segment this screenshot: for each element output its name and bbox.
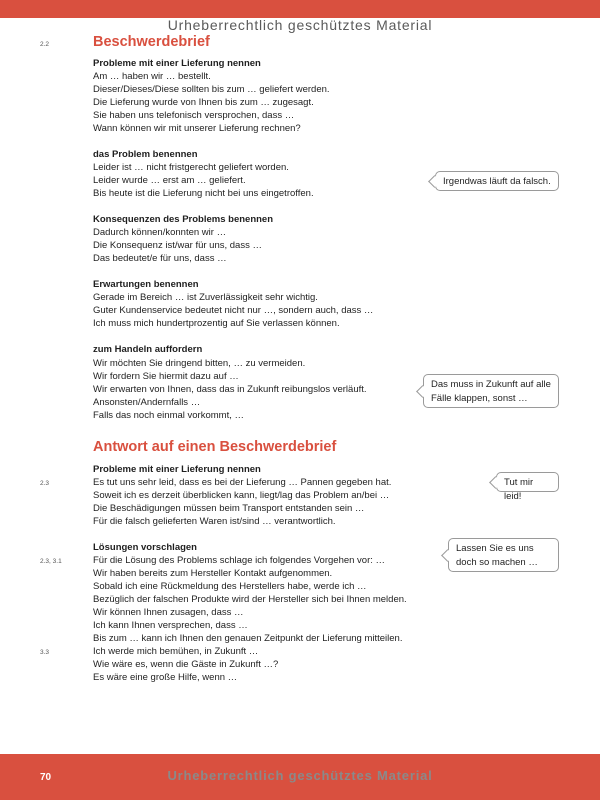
phrase-line: Für die falsch gelieferten Waren ist/sind … verantwortlich. [93, 516, 336, 527]
phrase-line: Das bedeutet/e für uns, dass … [93, 253, 227, 264]
speech-tail [489, 476, 502, 489]
group-heading: Konsequenzen des Problems benennen [93, 214, 274, 225]
group-heading: Probleme mit einer Lieferung nennen [93, 58, 261, 69]
top-color-bar [0, 0, 600, 18]
group-heading: Erwartungen benennen [93, 279, 199, 290]
phrase-line: Falls das noch einmal vorkommt, … [93, 410, 244, 421]
group-heading: Lösungen vorschlagen [93, 542, 197, 553]
section-reference: 2.2 [40, 41, 50, 48]
speech-tail [428, 175, 441, 188]
page-number: 70 [40, 772, 52, 783]
phrase-line: Dieser/Dieses/Diese sollten bis zum … geliefert werden. [93, 84, 330, 95]
phrase-line: Leider ist … nicht fristgerecht geliefert worden. [93, 162, 289, 173]
phrase-line: Dadurch können/konnten wir … [93, 227, 227, 238]
phrase-line: Guter Kundenservice bedeutet nicht nur …, sondern auch, dass … [93, 305, 374, 316]
phrase-line: Die Konsequenz ist/war für uns, dass … [93, 240, 262, 251]
phrase-line: Bis heute ist die Lieferung nicht bei uns eingetroffen. [93, 188, 314, 199]
phrase-line: Wie wäre es, wenn die Gäste in Zukunft …? [93, 659, 279, 670]
phrase-line: Wir können Ihnen zusagen, dass … [93, 607, 244, 618]
phrase-line: Es tut uns sehr leid, dass es bei der Lieferung … Pannen gegeben hat. [93, 477, 392, 488]
phrase-line: Ich werde mich bemühen, in Zukunft … [93, 646, 259, 657]
speech-bubble [496, 472, 559, 502]
phrase-line: Wir fordern Sie hiermit dazu auf … [93, 371, 239, 382]
speech-bubble-text: Lassen Sie es uns doch so machen … [456, 543, 538, 568]
phrase-line: Es wäre eine große Hilfe, wenn … [93, 672, 238, 683]
watermark-top: Urheberrechtlich geschütztes Material [167, 17, 433, 33]
speech-tail [416, 385, 429, 398]
phrase-line: Am … haben wir … bestellt. [93, 71, 211, 82]
phrase-line: Bis zum … kann ich Ihnen den genauen Zeitpunkt der Lieferung mitteilen. [93, 633, 403, 644]
group-heading: das Problem benennen [93, 149, 198, 160]
group-heading: zum Handeln auffordern [93, 344, 203, 355]
section-title-beschwerdebrief: Beschwerdebrief [93, 34, 210, 50]
section-reference: 2.3, 3.1 [40, 558, 62, 565]
section-title-antwort: Antwort auf einen Beschwerdebrief [93, 439, 337, 455]
phrase-line: Wir möchten Sie dringend bitten, … zu vermeiden. [93, 358, 306, 369]
section-reference: 2.3 [40, 480, 50, 487]
section-reference: 3.3 [40, 649, 50, 656]
phrase-line: Für die Lösung des Problems schlage ich folgendes Vorgehen vor: … [93, 555, 386, 566]
speech-bubble-text: Irgendwas läuft da falsch. [443, 176, 551, 187]
phrase-line: Ansonsten/Andernfalls … [93, 397, 201, 408]
speech-tail [441, 549, 454, 562]
speech-bubble [423, 374, 559, 408]
phrase-line: Ich kann Ihnen versprechen, dass … [93, 620, 248, 631]
group-heading: Probleme mit einer Lieferung nennen [93, 464, 261, 475]
phrase-line: Sie haben uns telefonisch versprochen, dass … [93, 110, 295, 121]
phrase-line: Sobald ich eine Rückmeldung des Herstellers habe, werde ich … [93, 581, 367, 592]
speech-bubble-text: Das muss in Zukunft auf alle Fälle klappen, sonst … [431, 379, 551, 404]
phrase-line: Wann können wir mit unserer Lieferung rechnen? [93, 123, 301, 134]
speech-bubble-text: Tut mir leid! [504, 477, 534, 502]
phrase-line: Gerade im Bereich … ist Zuverlässigkeit sehr wichtig. [93, 292, 318, 303]
phrase-line: Die Beschädigungen müssen beim Transport entstanden sein … [93, 503, 365, 514]
phrase-line: Wir haben bereits zum Hersteller Kontakt aufgenommen. [93, 568, 333, 579]
phrase-line: Bezüglich der falschen Produkte wird der Hersteller sich bei Ihnen melden. [93, 594, 407, 605]
speech-bubble [448, 538, 559, 572]
phrase-line: Die Lieferung wurde von Ihnen bis zum … zugesagt. [93, 97, 314, 108]
phrase-line: Wir erwarten von Ihnen, dass das in Zukunft reibungslos verläuft. [93, 384, 367, 395]
phrase-line: Soweit ich es derzeit überblicken kann, liegt/lag das Problem an/bei … [93, 490, 390, 501]
phrase-line: Leider wurde … erst am … geliefert. [93, 175, 246, 186]
phrase-line: Ich muss mich hundertprozentig auf Sie verlassen können. [93, 318, 340, 329]
watermark-bottom: Urheberrechtlich geschütztes Material [167, 768, 433, 783]
speech-bubble [435, 171, 559, 191]
